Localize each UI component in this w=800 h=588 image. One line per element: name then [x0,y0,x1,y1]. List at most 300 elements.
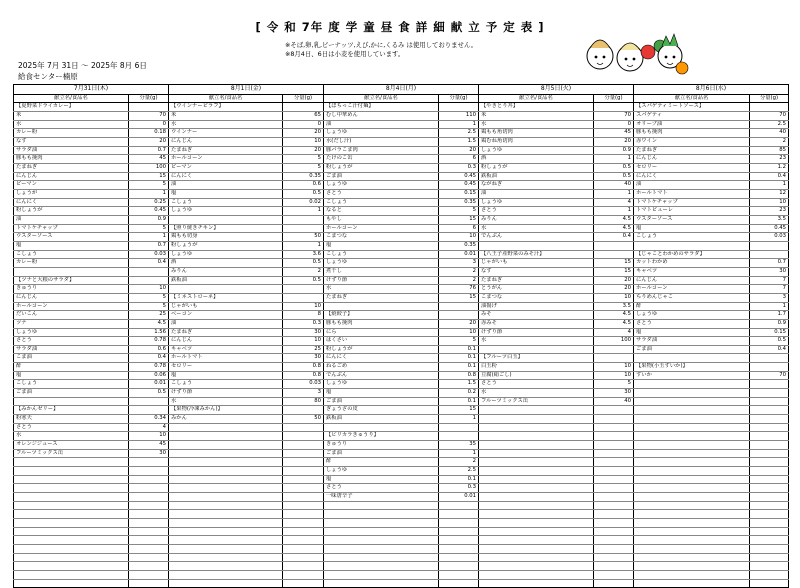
food-name-cell: ごま油 [634,345,750,354]
quantity-cell [283,285,324,294]
quantity-cell: 15 [129,172,169,181]
food-name-cell [169,536,283,545]
quantity-cell [283,579,324,588]
menu-row [14,129,789,138]
menu-row [14,553,789,562]
menu-row [14,181,789,190]
food-name-cell: だいこん [14,311,129,320]
food-name-cell: さとう [324,190,439,199]
food-name-cell: 【果物(小玉すいか)】 [634,363,750,372]
quantity-cell: 10 [594,293,634,302]
quantity-cell: 10 [129,432,169,441]
food-name-cell [479,432,594,441]
food-name-cell [14,484,129,493]
menu-row [14,397,789,406]
food-name-cell [479,570,594,579]
quantity-cell: 1 [283,241,324,250]
food-name-cell [14,536,129,545]
food-name-cell [479,415,594,424]
quantity-cell: 0 [283,120,324,129]
quantity-cell [283,475,324,484]
quantity-header: 分量(g) [750,94,789,103]
food-name-header: 献立名/食品名 [14,94,129,103]
food-name-cell: 油 [479,190,594,199]
food-name-cell: しょうゆ [14,328,129,337]
quantity-header: 分量(g) [283,94,324,103]
quantity-cell [129,103,169,112]
menu-row [14,250,789,259]
quantity-cell: 10 [283,302,324,311]
menu-row [14,146,789,155]
food-name-cell: 粉しょうが [14,207,129,216]
food-name-cell [634,415,750,424]
food-name-cell: ホールコーン [324,224,439,233]
quantity-cell: 0.1 [439,363,479,372]
food-name-cell: 【ミネストローネ】 [169,293,283,302]
food-name-cell: 豚もも挽肉 [634,129,750,138]
food-name-cell: けずり節 [479,328,594,337]
food-name-cell [634,380,750,389]
food-name-cell [634,553,750,562]
food-name-cell [14,579,129,588]
quantity-cell [594,406,634,415]
food-name-cell: サラダ油 [14,146,129,155]
food-name-cell: 豚もも挽肉 [14,155,129,164]
quantity-cell: 0.01 [439,250,479,259]
food-name-cell [479,544,594,553]
quantity-cell: 45 [594,129,634,138]
food-name-cell [169,544,283,553]
food-name-cell: 粉しょうが [169,241,283,250]
food-name-cell: キャベツ [634,267,750,276]
food-name-cell: 鉄板油 [324,415,439,424]
food-name-cell: にんじん [169,337,283,346]
food-name-cell: たまねぎ [169,146,283,155]
quantity-cell [594,250,634,259]
quantity-cell: 40 [750,129,789,138]
quantity-cell: 0.5 [283,276,324,285]
food-name-cell: ちりめんじゃこ [634,293,750,302]
quantity-cell: 10 [439,328,479,337]
quantity-cell: 2 [439,276,479,285]
quantity-cell: 5 [439,337,479,346]
food-name-cell [169,423,283,432]
quantity-cell: 1 [750,302,789,311]
menu-row [14,138,789,147]
food-name-cell [169,492,283,501]
quantity-cell: 1 [129,190,169,199]
quantity-cell: 0.15 [439,190,479,199]
food-name-cell [634,389,750,398]
quantity-cell: 20 [439,319,479,328]
quantity-cell: 3 [750,293,789,302]
food-name-cell [14,544,129,553]
food-name-cell: にんじん [14,293,129,302]
menu-row [14,441,789,450]
food-name-cell: 赤ワイン [634,138,750,147]
menu-row [14,536,789,545]
food-name-cell: きゅうり [14,285,129,294]
menu-row [14,215,789,224]
food-name-cell: こしょう [14,380,129,389]
food-name-cell: こしょう [14,250,129,259]
quantity-cell [750,441,789,450]
quantity-cell: 6 [439,224,479,233]
quantity-cell: 0.8 [283,363,324,372]
date-period: 2025年 7月 31日 ～ 2025年 8月 6日 [18,61,147,70]
food-name-cell [169,285,283,294]
food-name-cell [169,570,283,579]
quantity-cell [129,397,169,406]
quantity-cell [129,276,169,285]
food-name-header: 献立名/食品名 [324,94,439,103]
quantity-cell [594,415,634,424]
quantity-cell: 5 [129,302,169,311]
menu-row [14,389,789,398]
quantity-cell: 3.5 [594,302,634,311]
menu-row [14,293,789,302]
food-name-cell: もやし [324,215,439,224]
menu-row [14,371,789,380]
food-name-cell [324,518,439,527]
quantity-cell [283,570,324,579]
quantity-cell [594,241,634,250]
food-name-cell: ウスターソース [14,233,129,242]
food-name-cell [169,579,283,588]
food-name-cell: 油 [634,181,750,190]
food-name-cell: ごま油 [14,389,129,398]
quantity-cell: 0.4 [750,172,789,181]
food-name-cell: 塩 [169,190,283,199]
food-name-cell: オリーブ油 [634,120,750,129]
quantity-cell: 15 [439,293,479,302]
quantity-cell: 3.5 [750,215,789,224]
food-name-cell: 水 [169,397,283,406]
menu-row [14,432,789,441]
quantity-cell [129,267,169,276]
wheat-note: ※8月4日、6日は小麦を使用しています。 [285,50,405,58]
food-name-cell: トマトピューレ [634,207,750,216]
quantity-cell: 2.5 [750,120,789,129]
food-name-cell: 鶏もも角切肉 [479,129,594,138]
food-name-cell: カレー粉 [14,129,129,138]
quantity-cell [439,302,479,311]
quantity-cell: 0.18 [129,129,169,138]
food-name-cell: さとう [479,380,594,389]
food-name-cell [169,475,283,484]
quantity-cell: 85 [750,146,789,155]
food-name-cell: けずり節 [324,276,439,285]
food-name-cell [479,449,594,458]
food-name-cell: こしょう [169,380,283,389]
food-name-cell: 酒 [479,155,594,164]
food-name-cell: ウインナー [169,129,283,138]
quantity-cell [594,553,634,562]
quantity-cell: 0.45 [129,207,169,216]
food-name-cell [169,553,283,562]
quantity-cell: 1.7 [750,311,789,320]
food-name-cell: ピーマン [14,181,129,190]
food-name-cell [169,562,283,571]
quantity-cell [594,536,634,545]
quantity-cell: 0.4 [129,354,169,363]
food-name-cell [634,397,750,406]
menu-row [14,319,789,328]
quantity-cell: 2 [750,138,789,147]
food-name-cell: 油 [324,120,439,129]
menu-row [14,380,789,389]
menu-row [14,562,789,571]
quantity-cell [439,527,479,536]
quantity-cell: 70 [750,371,789,380]
quantity-cell [129,475,169,484]
menu-body [14,103,789,588]
quantity-cell [594,475,634,484]
food-name-cell [324,553,439,562]
quantity-cell: 20 [283,129,324,138]
quantity-cell: 30 [283,354,324,363]
menu-row [14,501,789,510]
food-name-cell: 【八王子産野菜のみそ汁】 [479,250,594,259]
food-name-cell [634,432,750,441]
food-name-cell: フルーツミックス缶 [14,449,129,458]
quantity-cell: 20 [594,138,634,147]
food-name-cell: しょうゆ [324,129,439,138]
food-name-cell: 鶏もも切身 [169,233,283,242]
food-name-cell [634,510,750,519]
quantity-cell [594,423,634,432]
food-name-cell: 【やきとり丼】 [479,103,594,112]
quantity-cell: 10 [283,138,324,147]
menu-row [14,164,789,173]
food-name-cell [169,484,283,493]
food-name-cell: 油 [169,319,283,328]
menu-row [14,259,789,268]
quantity-cell [750,562,789,571]
quantity-cell [129,527,169,536]
quantity-cell: 70 [129,112,169,121]
food-name-cell [479,458,594,467]
menu-row [14,363,789,372]
menu-row [14,345,789,354]
quantity-cell [594,579,634,588]
food-name-cell: 水 [479,389,594,398]
quantity-cell [594,449,634,458]
food-name-cell [479,345,594,354]
food-name-header: 献立名/食品名 [634,94,750,103]
food-name-cell: 酢 [324,458,439,467]
food-name-cell: ながねぎ [479,181,594,190]
quantity-cell: 1.56 [129,328,169,337]
quantity-cell [129,484,169,493]
food-name-cell: カレー粉 [14,259,129,268]
food-name-cell: 【スパゲティミートソース】 [634,103,750,112]
food-name-cell: 【照り焼きチキン】 [169,224,283,233]
food-name-cell: にんにく [14,198,129,207]
menu-row [14,328,789,337]
food-name-cell [169,215,283,224]
quantity-cell [594,441,634,450]
food-name-cell: けずり節 [169,389,283,398]
food-name-cell: にんにく [169,172,283,181]
quantity-cell [283,492,324,501]
food-name-cell [324,501,439,510]
food-name-cell: しょうが [14,190,129,199]
food-name-cell [14,510,129,519]
quantity-cell: 0.03 [129,250,169,259]
quantity-cell [750,467,789,476]
quantity-cell [283,406,324,415]
quantity-cell [283,224,324,233]
quantity-cell [750,415,789,424]
quantity-cell [439,544,479,553]
food-name-cell: たまねぎ [169,328,283,337]
quantity-cell: 0.3 [283,319,324,328]
menu-row [14,518,789,527]
food-name-cell [324,527,439,536]
food-name-cell: こしょう [634,233,750,242]
food-name-cell: すいか [634,371,750,380]
quantity-cell: 0.5 [594,172,634,181]
menu-row [14,285,789,294]
food-name-cell: ツナ [14,319,129,328]
quantity-cell: 4 [594,328,634,337]
food-name-cell: 水 [14,432,129,441]
day-date: 7月31日(木) [14,85,169,95]
quantity-cell: 45 [129,155,169,164]
food-name-cell: 鉄板油 [169,276,283,285]
quantity-cell: 0.78 [129,337,169,346]
quantity-cell [750,501,789,510]
quantity-cell: 20 [283,146,324,155]
quantity-cell: 2 [439,458,479,467]
quantity-cell: 2 [283,267,324,276]
food-name-cell: でんぷん [324,371,439,380]
quantity-cell: 0.1 [439,354,479,363]
day-date: 8月1日(金) [169,85,324,95]
food-name-cell: 塩 [14,241,129,250]
food-name-cell: ホールトマト [169,354,283,363]
quantity-cell [594,354,634,363]
quantity-cell: 15 [594,267,634,276]
food-name-cell: 【ウインナーピラフ】 [169,103,283,112]
quantity-cell: 20 [594,285,634,294]
food-name-cell: たまねぎ [479,276,594,285]
food-name-cell: トマトケチャップ [634,198,750,207]
quantity-cell [283,293,324,302]
food-name-cell [479,527,594,536]
quantity-cell [750,363,789,372]
food-name-cell [479,406,594,415]
food-name-cell: とうがん [479,285,594,294]
quantity-cell: 5 [594,380,634,389]
food-name-cell: しょうゆ [169,250,283,259]
food-name-cell [14,458,129,467]
food-name-cell [479,518,594,527]
food-name-cell: 【ビリカラきゅうり】 [324,432,439,441]
date-header-row [14,85,789,95]
quantity-cell: 0.3 [439,164,479,173]
food-name-cell [169,467,283,476]
food-name-cell: 【果物(冷凍みかん)】 [169,406,283,415]
quantity-cell: 0.2 [439,389,479,398]
quantity-cell: 5 [129,293,169,302]
quantity-cell: 1 [439,449,479,458]
food-name-cell [634,570,750,579]
quantity-cell: 0.15 [750,328,789,337]
quantity-cell: 10 [750,198,789,207]
quantity-cell: 4.5 [129,319,169,328]
quantity-cell [283,527,324,536]
menu-row [14,172,789,181]
quantity-cell [750,518,789,527]
quantity-cell: 1 [283,207,324,216]
quantity-cell [283,544,324,553]
food-name-cell [169,510,283,519]
food-name-cell [14,527,129,536]
quantity-header: 分量(g) [439,94,479,103]
quantity-cell [594,527,634,536]
quantity-cell [129,458,169,467]
menu-row [14,527,789,536]
food-name-cell [14,570,129,579]
quantity-cell: 4.5 [594,215,634,224]
food-name-cell: 米 [14,112,129,121]
food-name-cell: ピーマン [169,164,283,173]
food-name-cell: カットわかめ [634,259,750,268]
food-name-cell: にんにく [324,354,439,363]
quantity-cell [750,570,789,579]
quantity-cell: 10 [439,233,479,242]
quantity-cell: 0.5 [283,190,324,199]
food-name-cell: 水 [169,120,283,129]
page-title: [ 令 和 7年 度 学 童 昼 食 詳 細 献 立 予 定 表 ] [255,20,545,34]
quantity-cell [283,103,324,112]
quantity-cell [439,570,479,579]
quantity-cell: 0.34 [129,415,169,424]
quantity-cell: 70 [750,112,789,121]
food-name-cell: にんじん [634,276,750,285]
menu-row [14,570,789,579]
quantity-cell [594,432,634,441]
food-name-cell [479,484,594,493]
quantity-cell: 10 [283,337,324,346]
quantity-cell: 0.7 [750,259,789,268]
food-name-cell [324,423,439,432]
quantity-cell: 7 [750,276,789,285]
menu-row [14,155,789,164]
menu-row [14,406,789,415]
quantity-cell [439,536,479,545]
quantity-cell: 45 [129,441,169,450]
food-name-cell: みそ [479,311,594,320]
food-name-cell: たまねぎ [634,146,750,155]
food-name-cell [169,432,283,441]
quantity-cell: 110 [439,112,479,121]
column-header-row [14,94,789,103]
quantity-cell: 15 [594,259,634,268]
quantity-cell: 0.01 [129,380,169,389]
quantity-cell [439,423,479,432]
food-name-cell: ベーコン [169,311,283,320]
food-name-cell [634,544,750,553]
food-name-cell [479,510,594,519]
quantity-cell [594,518,634,527]
food-name-cell: でんぷん [479,233,594,242]
quantity-cell: 0.5 [129,389,169,398]
quantity-cell [750,536,789,545]
quantity-cell [283,432,324,441]
